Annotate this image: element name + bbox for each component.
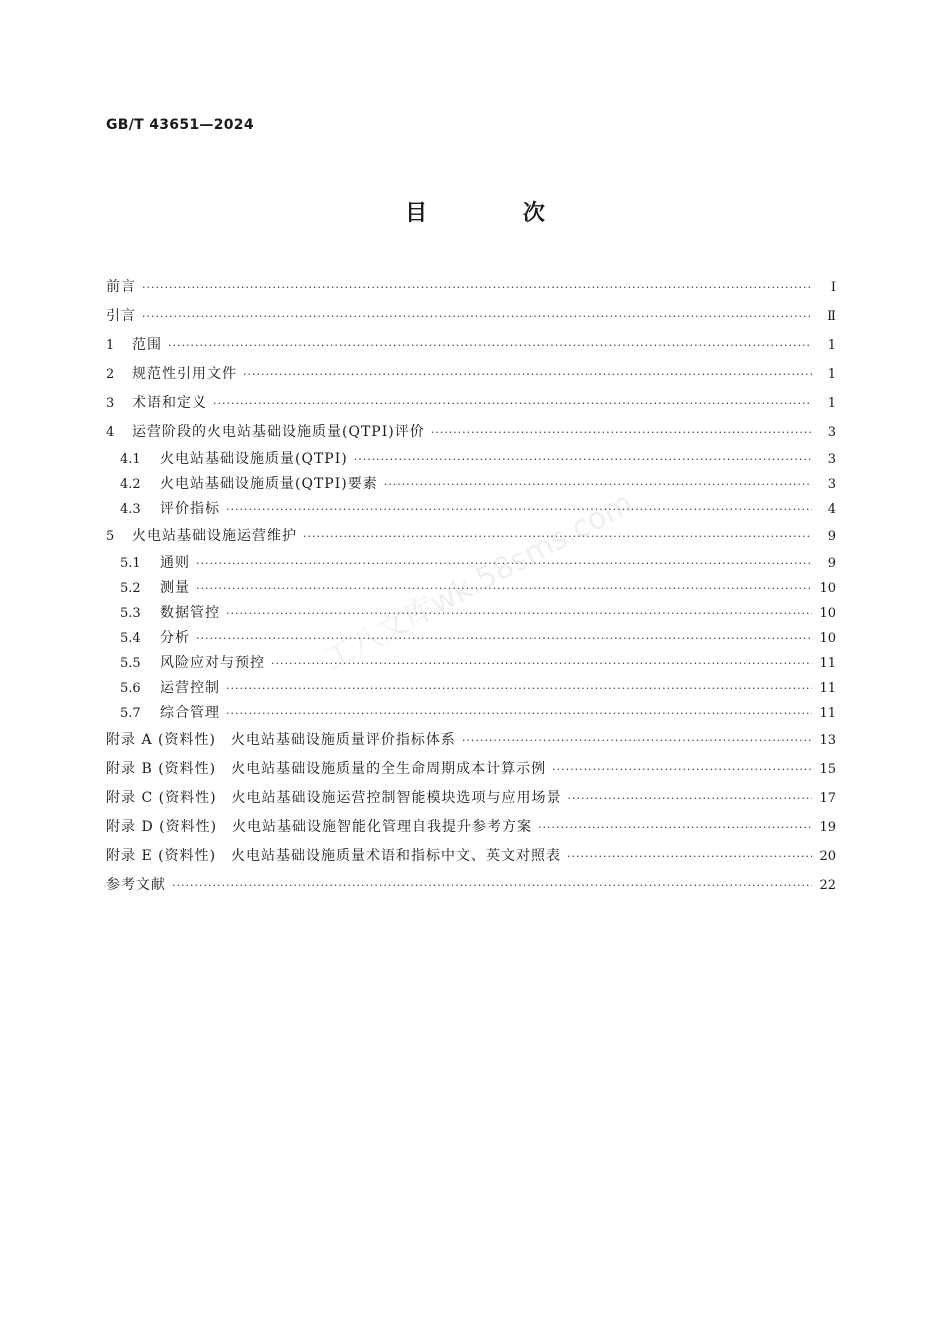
toc-entry[interactable]: [106, 600, 836, 625]
toc-entry-number: 5: [106, 529, 115, 544]
toc-leader-dots: [226, 607, 812, 621]
toc-leader-dots: [226, 682, 812, 696]
toc-leader-dots: [213, 397, 812, 411]
toc-entry-title: 参考文献: [106, 877, 166, 893]
toc-entry-page: 10: [819, 631, 836, 646]
toc-leader-dots: [538, 821, 812, 835]
toc-leader-dots: [462, 734, 812, 748]
toc-entry[interactable]: [106, 388, 836, 417]
toc-entry-page: 1: [827, 338, 836, 353]
toc-entry-number: 5.6: [120, 681, 141, 696]
toc-entry[interactable]: [106, 446, 836, 471]
toc-entry-title: 运营控制: [160, 680, 220, 696]
toc-entry-page: 19: [819, 820, 836, 835]
toc-entry-title: 火电站基础设施质量(QTPI)要素: [160, 476, 378, 492]
toc-entry-title: 火电站基础设施质量(QTPI): [160, 451, 348, 467]
toc-entry-title: 运营阶段的火电站基础设施质量(QTPI)评价: [132, 424, 425, 440]
toc-entry-page: 3: [827, 452, 836, 467]
toc-entry[interactable]: [106, 754, 836, 783]
toc-entry[interactable]: [106, 575, 836, 600]
toc-entry-title: 附录 A (资料性) 火电站基础设施质量评价指标体系: [106, 732, 456, 748]
toc-entry-page: 11: [819, 681, 836, 696]
toc-entry-page: 15: [819, 762, 836, 777]
toc-leader-dots: [431, 426, 812, 440]
toc-leader-dots: [196, 582, 812, 596]
toc-entry-title: 前言: [106, 279, 136, 295]
toc-entry-title: 附录 D (资料性) 火电站基础设施智能化管理自我提升参考方案: [106, 819, 533, 835]
toc-entry-page: 9: [827, 529, 836, 544]
toc-leader-dots: [303, 530, 812, 544]
toc-entry-page: 3: [827, 477, 836, 492]
toc-entry-number: 3: [106, 396, 115, 411]
toc-entry[interactable]: [106, 359, 836, 388]
toc-entry[interactable]: [106, 725, 836, 754]
toc-entry[interactable]: [106, 650, 836, 675]
toc-entry-page: 20: [819, 849, 836, 864]
toc-leader-dots: [567, 850, 812, 864]
toc-entry[interactable]: [106, 330, 836, 359]
toc-entry[interactable]: [106, 675, 836, 700]
watermark: 工八文库wk.58sms.com: [318, 485, 639, 678]
toc-entry[interactable]: [106, 521, 836, 550]
toc-entry-page: Ⅱ: [827, 309, 836, 324]
toc-leader-dots: [568, 792, 812, 806]
toc-leader-dots: [552, 763, 812, 777]
toc-entry-title: 附录 E (资料性) 火电站基础设施质量术语和指标中文、英文对照表: [106, 848, 562, 864]
toc-entry[interactable]: [106, 783, 836, 812]
toc-entry-page: Ⅰ: [830, 280, 836, 295]
toc-entry-title: 规范性引用文件: [132, 366, 237, 382]
toc-entry-page: 4: [827, 502, 836, 517]
toc-entry[interactable]: [106, 496, 836, 521]
toc-entry-page: 10: [819, 606, 836, 621]
toc-entry-number: 4.3: [120, 502, 141, 517]
toc-entry-title: 火电站基础设施运营维护: [132, 528, 297, 544]
toc-entry-title: 附录 C (资料性) 火电站基础设施运营控制智能模块选项与应用场景: [106, 790, 562, 806]
toc-entry-number: 5.7: [120, 706, 141, 721]
toc-entry-page: 1: [827, 367, 836, 382]
toc-leader-dots: [384, 478, 812, 492]
toc-entry-title: 通则: [160, 555, 190, 571]
toc-entry-title: 引言: [106, 308, 136, 324]
toc-entry[interactable]: [106, 272, 836, 301]
toc-leader-dots: [243, 368, 812, 382]
toc-entry-number: 2: [106, 367, 115, 382]
toc-entry-title: 综合管理: [160, 705, 220, 721]
toc-entry[interactable]: [106, 471, 836, 496]
toc-entry-page: 11: [819, 656, 836, 671]
page-title: 目 次: [405, 201, 589, 226]
toc-entry-number: 5.1: [120, 556, 141, 571]
toc-leader-dots: [172, 879, 812, 893]
toc-entry-page: 11: [819, 706, 836, 721]
toc-leader-dots: [168, 339, 812, 353]
toc-entry-number: 1: [106, 338, 115, 353]
toc-entry[interactable]: [106, 301, 836, 330]
toc-entry-number: 4.2: [120, 477, 141, 492]
toc-leader-dots: [142, 310, 812, 324]
toc-entry-title: 数据管控: [160, 605, 220, 621]
toc-entry[interactable]: [106, 870, 836, 899]
toc-entry-title: 附录 B (资料性) 火电站基础设施质量的全生命周期成本计算示例: [106, 761, 547, 777]
toc-entry[interactable]: [106, 841, 836, 870]
toc-entry-number: 5.5: [120, 656, 141, 671]
toc-entry-page: 13: [819, 733, 836, 748]
toc-leader-dots: [226, 503, 812, 517]
toc-entry-number: 5.2: [120, 581, 141, 596]
toc-entry-title: 分析: [160, 630, 190, 646]
toc-entry-number: 5.4: [120, 631, 141, 646]
toc-leader-dots: [196, 632, 812, 646]
toc-entry-number: 4: [106, 425, 115, 440]
toc-entry-title: 范围: [132, 337, 162, 353]
toc-entry-page: 10: [819, 581, 836, 596]
toc-entry[interactable]: [106, 550, 836, 575]
toc-entry-page: 17: [819, 791, 836, 806]
toc-entry-page: 9: [827, 556, 836, 571]
toc-leader-dots: [142, 281, 812, 295]
table-of-contents: [106, 272, 836, 899]
toc-entry-title: 评价指标: [160, 501, 220, 517]
toc-entry[interactable]: [106, 417, 836, 446]
toc-entry-number: 5.3: [120, 606, 141, 621]
toc-entry-title: 风险应对与预控: [160, 655, 265, 671]
toc-entry-number: 4.1: [120, 452, 141, 467]
toc-entry-title: 测量: [160, 580, 190, 596]
toc-entry-title: 术语和定义: [132, 395, 207, 411]
toc-leader-dots: [196, 557, 812, 571]
toc-entry[interactable]: [106, 625, 836, 650]
toc-leader-dots: [354, 453, 812, 467]
toc-leader-dots: [226, 707, 812, 721]
toc-entry-page: 22: [819, 878, 836, 893]
standard-number: GB/T 43651—2024: [106, 117, 254, 133]
toc-leader-dots: [271, 657, 812, 671]
toc-entry-page: 3: [827, 425, 836, 440]
toc-entry-page: 1: [827, 396, 836, 411]
toc-entry[interactable]: [106, 700, 836, 725]
toc-entry[interactable]: [106, 812, 836, 841]
